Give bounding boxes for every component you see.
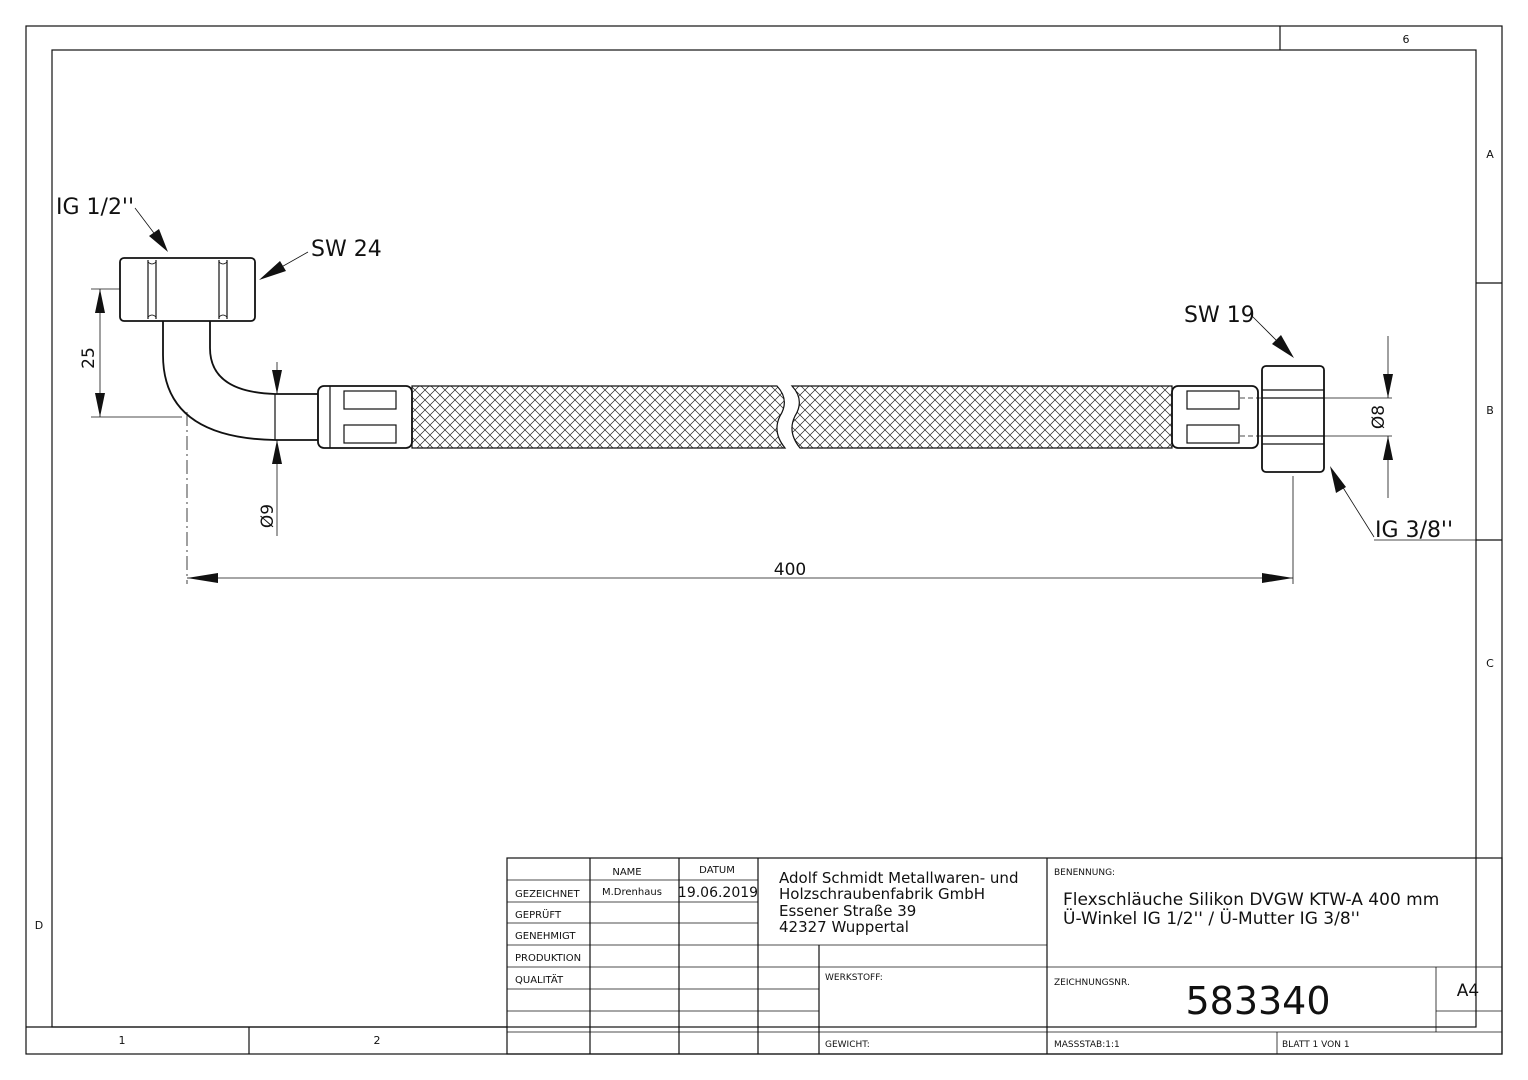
- title-col-name: NAME: [612, 867, 642, 878]
- dimension-hose-diameter-label: Ø9: [258, 503, 278, 529]
- title-drawn-date: 19.06.2019: [677, 885, 759, 901]
- designation-line1: Flexschläuche Silikon DVGW KTW-A 400 mm: [1063, 890, 1440, 910]
- sheet-number: BLATT 1 VON 1: [1282, 1040, 1350, 1050]
- dimension-length-label: 400: [773, 560, 807, 580]
- company-address-city: 42327 Wuppertal: [779, 918, 909, 936]
- dimension-nut-bore-label: Ø8: [1369, 404, 1389, 430]
- company-address-street: Essener Straße 39: [779, 902, 917, 920]
- dimension-offset: [91, 289, 182, 417]
- title-row-checked: GEPRÜFT: [515, 910, 562, 921]
- dimension-offset-label: 25: [79, 347, 99, 369]
- zone-label-2: 2: [373, 1034, 381, 1047]
- sheet-format: A4: [1456, 981, 1480, 1001]
- callout-leader-thread-left: [135, 208, 168, 252]
- braided-hose-right: [792, 386, 1172, 448]
- callout-wrench-right: SW 19: [1184, 303, 1255, 328]
- title-drawn-name: M.Drenhaus: [602, 887, 662, 898]
- title-row-production: PRODUKTION: [515, 953, 582, 964]
- left-hex-nut: [120, 258, 255, 321]
- company-name-line1: Adolf Schmidt Metallwaren- und: [779, 869, 1019, 887]
- callout-leader-wrench-right: [1252, 316, 1294, 358]
- zone-label-c: C: [1486, 657, 1494, 670]
- designation-label: BENENNUNG:: [1054, 868, 1116, 878]
- left-ferrule: [318, 386, 412, 448]
- elbow-tube: [163, 321, 318, 440]
- designation-line2: Ü-Winkel IG 1/2'' / Ü-Mutter IG 3/8'': [1063, 909, 1360, 929]
- company-name-line2: Holzschraubenfabrik GmbH: [779, 885, 986, 903]
- braided-hose-left: [412, 386, 785, 448]
- callout-thread-left: IG 1/2'': [56, 195, 135, 220]
- zone-label-d: D: [34, 919, 44, 932]
- callout-wrench-left: SW 24: [311, 237, 382, 262]
- zone-label-b: B: [1486, 404, 1494, 417]
- scale-label: MASSSTAB:1:1: [1054, 1040, 1120, 1050]
- drawing-number: 583340: [1185, 979, 1331, 1023]
- zone-label-a: A: [1486, 148, 1494, 161]
- callout-thread-right: IG 3/8'': [1375, 518, 1454, 543]
- title-row-quality: QUALITÄT: [515, 975, 564, 986]
- title-row-drawn: GEZEICHNET: [515, 889, 580, 900]
- material-label: WERKSTOFF:: [825, 973, 883, 983]
- right-ferrule: [1172, 386, 1258, 448]
- zone-label-1: 1: [118, 1034, 126, 1047]
- callout-leader-wrench-left: [259, 252, 308, 280]
- title-row-approved: GENEHMIGT: [515, 931, 576, 942]
- drawing-number-label: ZEICHNUNGSNR.: [1054, 978, 1130, 988]
- weight-label: GEWICHT:: [825, 1040, 870, 1050]
- title-col-date: DATUM: [699, 865, 735, 876]
- zone-label-top: 6: [1402, 33, 1410, 46]
